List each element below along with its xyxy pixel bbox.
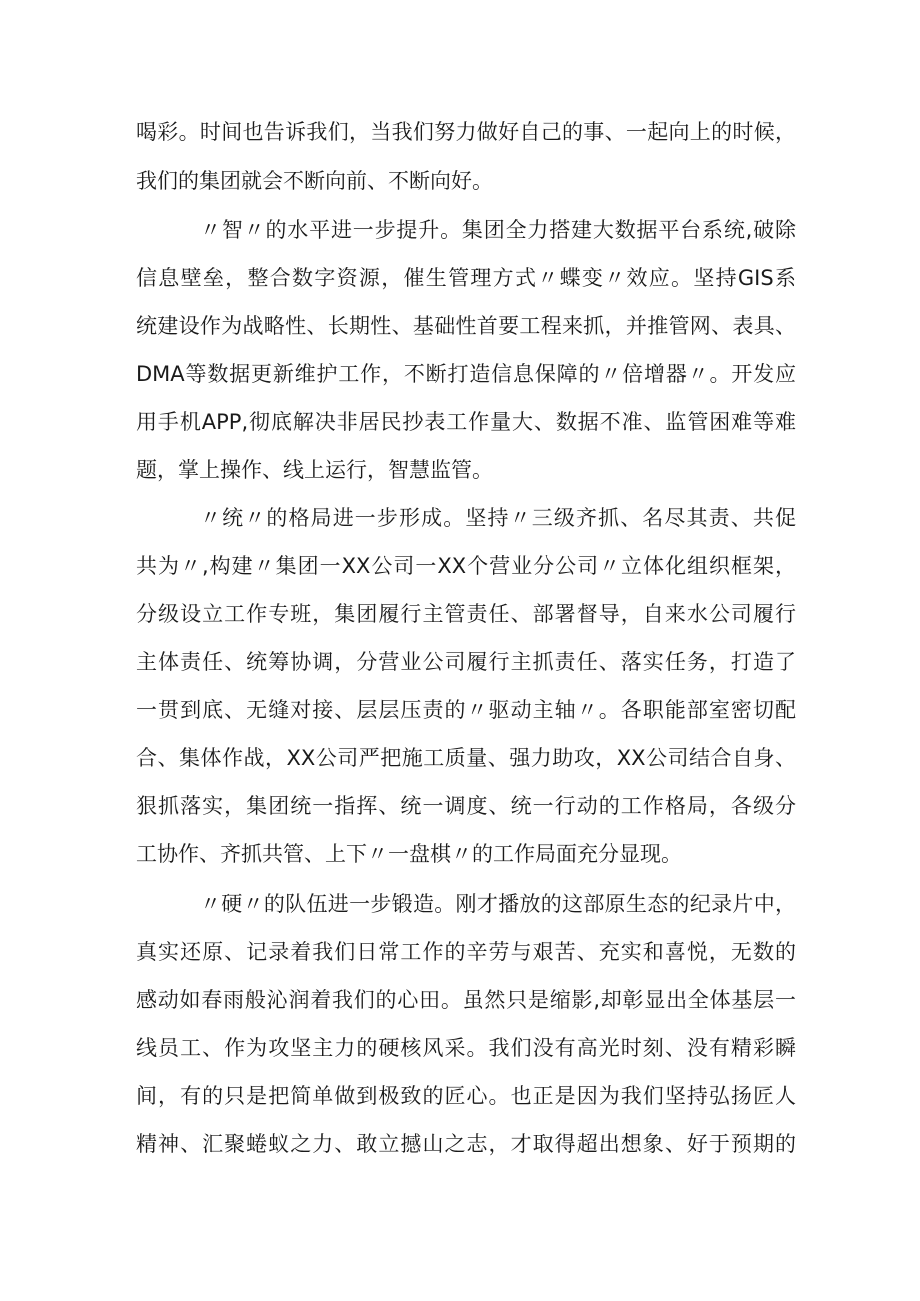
text-line: 精神、汇聚蜷蚁之力、敢立撼山之志，才取得超出想象、好于预期的 xyxy=(136,1132,796,1156)
text-line: 线员工、作为攻坚主力的硬核风采。我们没有高光时刻、没有精彩瞬 xyxy=(136,1036,796,1060)
text-line: 信息壁垒，整合数字资源，催生管理方式〃蝶变〃效应。坚持GIS系 xyxy=(136,266,796,290)
text-line: 真实还原、记录着我们日常工作的辛劳与艰苦、充实和喜悦，无数的 xyxy=(136,940,796,964)
text-line: 主体责任、统筹协调，分营业公司履行主抓责任、落实任务，打造了 xyxy=(136,650,796,674)
text-line: 我们的集团就会不断向前、不断向好。 xyxy=(136,169,493,193)
text-line: 狠抓落实，集团统一指挥、统一调度、统一行动的工作格局，各级分 xyxy=(136,794,796,818)
text-line: 共为〃,构建〃集团一XX公司一XX个营业分公司〃立体化组织框架， xyxy=(136,554,796,578)
text-line: 工协作、齐抓共管、上下〃一盘棋〃的工作局面充分显现。 xyxy=(136,842,682,866)
paragraph-first-line: 〃硬〃的队伍进一步锻造。刚才播放的这部原生态的纪录片中， xyxy=(200,892,796,916)
text-line: DMA等数据更新维护工作，不断打造信息保障的〃倍增器〃。开发应 xyxy=(136,362,796,386)
text-line: 间，有的只是把简单做到极致的匠心。也正是因为我们坚持弘扬匠人 xyxy=(136,1084,796,1108)
text-line: 统建设作为战略性、长期性、基础性首要工程来抓，并推管网、表具、 xyxy=(136,314,796,338)
paragraph-first-line: 〃统〃的格局进一步形成。坚持〃三级齐抓、名尽其责、共促 xyxy=(200,506,796,530)
text-line: 合、集体作战，XX公司严把施工质量、强力助攻，XX公司结合自身、 xyxy=(136,746,796,770)
text-line: 喝彩。时间也告诉我们，当我们努力做好自己的事、一起向上的时候， xyxy=(136,120,796,144)
paragraph-first-line: 〃智〃的水平进一步提升。集团全力搭建大数据平台系统,破除 xyxy=(200,218,796,242)
text-line: 用手机APP,彻底解决非居民抄表工作量大、数据不准、监管困难等难 xyxy=(136,410,796,434)
text-line: 分级设立工作专班，集团履行主管责任、部署督导，自来水公司履行 xyxy=(136,602,796,626)
text-line: 一贯到底、无缝对接、层层压责的〃驱动主轴〃。各职能部室密切配 xyxy=(136,698,796,722)
text-line: 题，掌上操作、线上运行，智慧监管。 xyxy=(136,458,493,482)
text-line: 感动如春雨般沁润着我们的心田。虽然只是缩影,却彰显出全体基层一 xyxy=(136,988,796,1012)
